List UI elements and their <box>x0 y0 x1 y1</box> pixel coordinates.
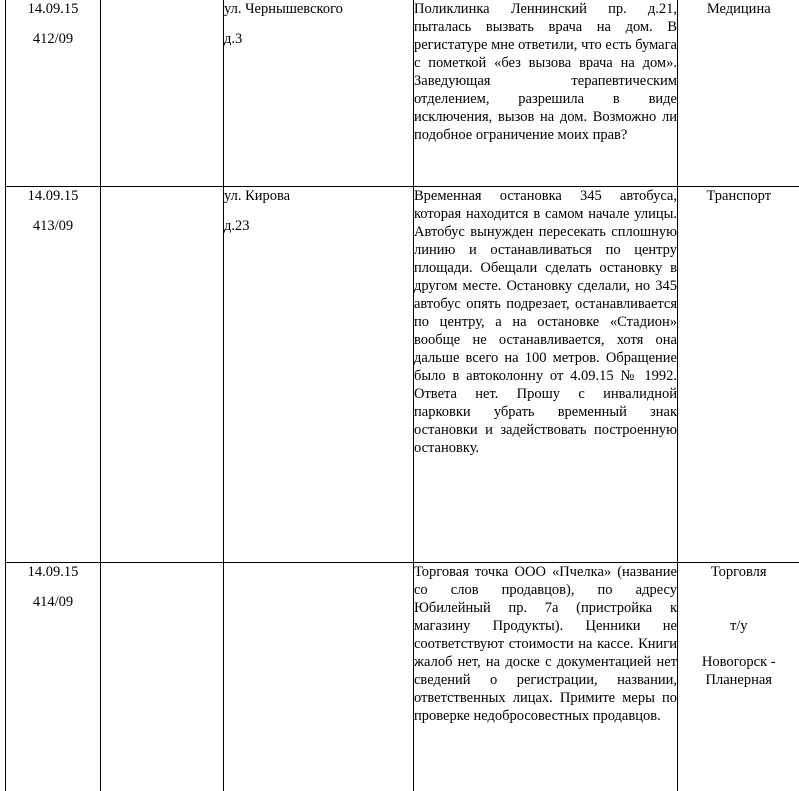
appeal-date: 14.09.15 <box>27 1 79 17</box>
appeal-category-sub: т/у <box>729 617 748 634</box>
address-cell <box>224 0 414 186</box>
appeal-text: Торговая точка ООО «Пчелка» (название со слов продавцов), по адресу Юбилейный пр. 7а (пристройка к магазину Продукты). Ценники не соответствуют стоимости на кассе. Книги жалоб нет, на доске с документацией нет сведений о регистрации, названии, ответственных лицах. Примите меры по проверке недобросовестных продавцов. <box>414 562 678 791</box>
category-spacer <box>678 581 799 617</box>
address-cell <box>224 186 414 562</box>
address-street: ул. Чернышевского <box>224 1 343 17</box>
table-row <box>6 562 799 791</box>
appeal-text: Временная остановка 345 автобуса, которая находится в самом начале улицы. Автобус вынужден пересекать сплошную линию и останавливаться по центру площади. Обещали сделать остановку в другом месте. Остановку сделали, но 345 автобус опять подрезает, останавливается по центру, а на остановке «Стадион» вообще не останавливается, хотя она дальше всего на 100 метров. Обращение было в автоколонну от 4.09.15 № 1992. Ответа нет. Прошу с инвалидной парковки убрать временный знак остановки и задействовать построенную остановку. <box>414 186 678 562</box>
appeal-category: Торговля <box>710 563 767 580</box>
date-cell <box>6 0 101 186</box>
address-cell <box>224 562 414 791</box>
appeal-number: 414/09 <box>32 593 74 610</box>
appeal-date: 14.09.15 <box>27 563 79 580</box>
blank-cell <box>101 186 224 562</box>
appeal-number: 412/09 <box>32 31 74 47</box>
table-row <box>6 0 799 186</box>
appeal-category: Транспорт <box>706 187 772 204</box>
address-house: д.23 <box>224 217 250 234</box>
category-cell <box>678 0 799 186</box>
category-cell <box>678 562 799 791</box>
blank-cell <box>101 562 224 791</box>
appeal-number: 413/09 <box>32 217 74 234</box>
appeal-category-location: Новогорск - Планерная <box>701 653 776 688</box>
date-cell <box>6 186 101 562</box>
appeal-category: Медицина <box>706 1 771 17</box>
date-cell <box>6 562 101 791</box>
blank-cell <box>101 0 224 186</box>
appeals-table <box>5 0 799 791</box>
table-row <box>6 186 799 562</box>
appeal-date: 14.09.15 <box>27 187 79 204</box>
address-street: ул. Кирова <box>224 187 291 204</box>
category-cell <box>678 186 799 562</box>
appeal-text: Поликлинка Леннинский пр. д.21, пыталась вызвать врача на дом. В регистатуре мне ответили, что есть бумага с пометкой «без вызова врача на дом». Заведующая терапевтическим отделением, разрешила в виде исключения, вызов на дом. Возможно ли подобное ограничение моих прав? <box>414 0 678 186</box>
category-spacer <box>678 635 799 653</box>
address-house: д.3 <box>224 31 243 47</box>
